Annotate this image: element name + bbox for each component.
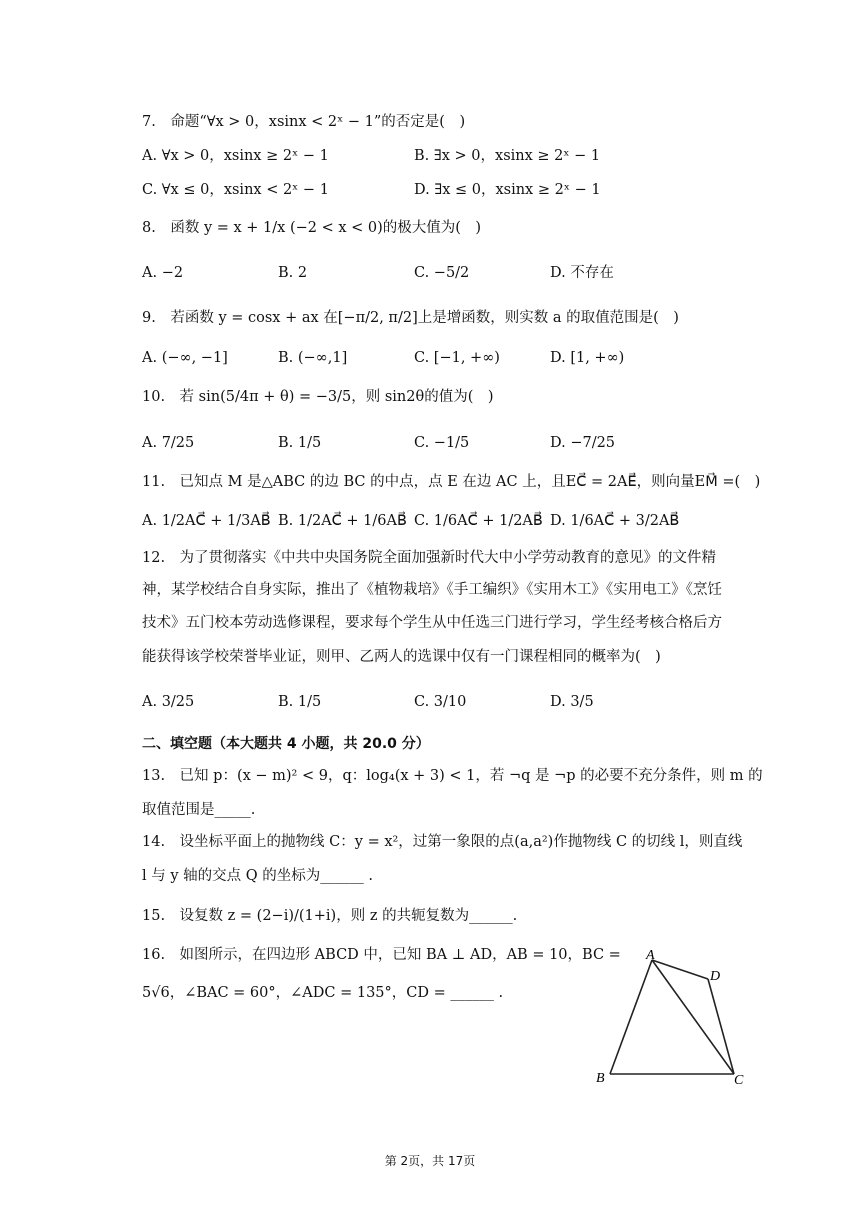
q7-option-b: B. ∃x > 0，xsinx ≥ 2ˣ − 1 — [414, 148, 601, 164]
segment-dc — [708, 979, 734, 1074]
question-12-line-1: 12. 为了贯彻落实《中共中央国务院全面加强新时代大中小学劳动教育的意见》的文件精 — [142, 550, 717, 566]
q12-option-d: D. 3/5 — [550, 694, 594, 710]
q8-option-d: D. 不存在 — [550, 265, 614, 281]
q10-option-c: C. −1/5 — [414, 435, 470, 451]
q9-option-b: B. (−∞,1] — [278, 350, 348, 366]
q11-option-c: C. 1/6AC⃗ + 1/2AB⃗ — [414, 513, 543, 529]
q9-option-d: D. [1, +∞) — [550, 350, 625, 366]
segment-ad — [652, 960, 708, 979]
q7-option-d: D. ∃x ≤ 0，xsinx ≥ 2ˣ − 1 — [414, 182, 601, 198]
q10-option-b: B. 1/5 — [278, 435, 322, 451]
question-13-line-1: 13. 已知 p：(x − m)² < 9，q：log₄(x + 3) < 1，若 ¬q 是 ¬p 的必要不充分条件，则 m 的 — [142, 768, 763, 784]
question-12-line-4: 能获得该学校荣誉毕业证，则甲、乙两人的选课中仅有一门课程相同的概率为( ) — [142, 649, 661, 665]
vertex-label-d: D — [710, 969, 721, 984]
q8-option-a: A. −2 — [142, 265, 184, 281]
question-9-stem: 9. 若函数 y = cosx + ax 在[−π/2, π/2]上是增函数，则实数 a 的取值范围是( ) — [142, 310, 679, 326]
page-footer: 第 2页，共 17页 — [384, 1154, 476, 1168]
question-11-stem: 11. 已知点 M 是△ABC 的边 BC 的中点，点 E 在边 AC 上，且EC⃗ = 2AE⃗，则向量EM⃗ =( ) — [142, 474, 761, 490]
quadrilateral-figure — [590, 944, 760, 1090]
vertex-label-a: A — [646, 948, 655, 963]
q9-option-a: A. (−∞, −1] — [142, 350, 228, 366]
question-16-line-1: 16. 如图所示，在四边形 ABCD 中，已知 BA ⊥ AD，AB = 10，BC = — [142, 947, 621, 963]
vertex-label-c: C — [734, 1073, 744, 1088]
q11-option-d: D. 1/6AC⃗ + 3/2AB⃗ — [550, 513, 680, 529]
question-7-stem: 7. 命题“∀x > 0，xsinx < 2ˣ − 1”的否定是( ) — [142, 114, 466, 130]
question-10-stem: 10. 若 sin(5/4π + θ) = −3/5，则 sin2θ的值为( ) — [142, 389, 494, 405]
question-14-line-1: 14. 设坐标平面上的抛物线 C：y = x²，过第一象限的点(a,a²)作抛物线 C 的切线 l，则直线 — [142, 834, 743, 850]
q12-option-a: A. 3/25 — [142, 694, 195, 710]
q9-option-c: C. [−1, +∞) — [414, 350, 500, 366]
question-8-stem: 8. 函数 y = x + 1/x (−2 < x < 0)的极大值为( ) — [142, 220, 482, 236]
q7-option-c: C. ∀x ≤ 0，xsinx < 2ˣ − 1 — [142, 182, 329, 198]
question-16-line-2: 5√6，∠BAC = 60°，∠ADC = 135°，CD = ______ . — [142, 985, 504, 1001]
section-heading-fill-in: 二、填空题（本大题共 4 小题，共 20.0 分） — [142, 736, 430, 752]
question-12-line-2: 神，某学校结合自身实际，推出了《植物栽培》《手工编织》《实用木工》《实用电工》《烹饪 — [142, 582, 722, 598]
q11-option-b: B. 1/2AC⃗ + 1/6AB⃗ — [278, 513, 407, 529]
question-13-line-2: 取值范围是_____. — [142, 802, 256, 818]
vertex-label-b: B — [596, 1071, 605, 1086]
question-14-line-2: l 与 y 轴的交点 Q 的坐标为______ . — [142, 868, 373, 884]
q8-option-b: B. 2 — [278, 265, 308, 281]
q10-option-d: D. −7/25 — [550, 435, 616, 451]
question-12-line-3: 技术》五门校本劳动选修课程，要求每个学生从中任选三门进行学习，学生经考核合格后方 — [142, 615, 722, 631]
q10-option-a: A. 7/25 — [142, 435, 195, 451]
q11-option-a: A. 1/2AC⃗ + 1/3AB⃗ — [142, 513, 271, 529]
q7-option-a: A. ∀x > 0，xsinx ≥ 2ˣ − 1 — [142, 148, 329, 164]
segment-ac — [652, 960, 734, 1074]
segment-ab — [610, 960, 652, 1074]
question-15-line-1: 15. 设复数 z = (2−i)/(1+i)，则 z 的共轭复数为______. — [142, 908, 518, 924]
q12-option-c: C. 3/10 — [414, 694, 467, 710]
q12-option-b: B. 1/5 — [278, 694, 322, 710]
q8-option-c: C. −5/2 — [414, 265, 470, 281]
